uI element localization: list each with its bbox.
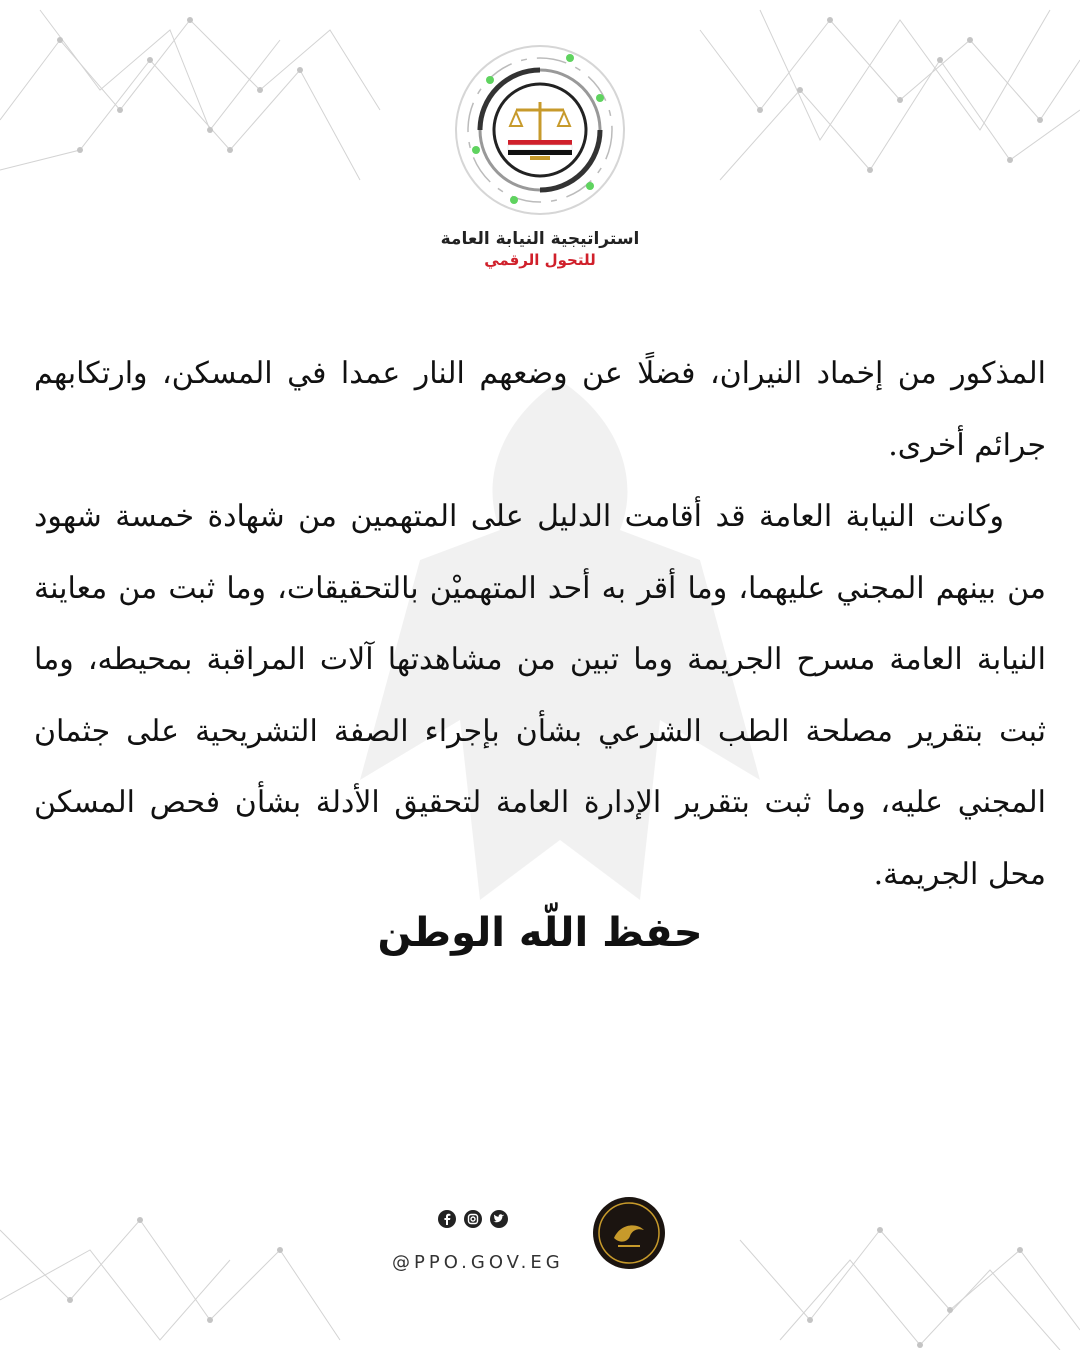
logo-subtitle: للتحول الرقمي bbox=[484, 251, 596, 269]
media-office-badge-icon bbox=[592, 1196, 666, 1270]
paragraph-2: وكانت النيابة العامة قد أقامت الدليل على المتهمين من شهادة خمسة شهود من بينهم المجني عليهما، وما أقر به أحد المتهميْن بالتحقيقات، وما ثبت من معاينة النيابة العامة مسرح الجريمة وما تبين من مشاهدتها آلات المراقبة بمحيطه، وما ثبت بتقرير مصلحة الطب الشرعي بشأن بإجراء الصفة التشريحية على جثمان المجني عليه، وما ثبت بتقرير الإدارة العامة لتحقيق الأدلة بشأن فحص المسكن محل الجريمة. bbox=[34, 499, 1046, 892]
paragraph-1: المذكور من إخماد النيران، فضلًا عن وضعهم النار عمدا في المسكن، وارتكابهم جرائم أخرى. bbox=[34, 356, 1046, 463]
facebook-icon[interactable] bbox=[438, 1210, 456, 1228]
statement-body bbox=[34, 338, 1046, 910]
header-logo-block bbox=[390, 40, 690, 290]
instagram-icon[interactable] bbox=[464, 1210, 482, 1228]
footer bbox=[390, 1190, 690, 1290]
closing-phrase: حفظ اللّه الوطن bbox=[377, 910, 703, 956]
social-links bbox=[438, 1210, 508, 1228]
logo-title: استراتيجية النيابة العامة bbox=[440, 229, 640, 249]
scales-of-justice-icon bbox=[450, 40, 630, 220]
twitter-icon[interactable] bbox=[490, 1210, 508, 1228]
website-handle[interactable]: @PPO.GOV.EG bbox=[392, 1252, 564, 1273]
